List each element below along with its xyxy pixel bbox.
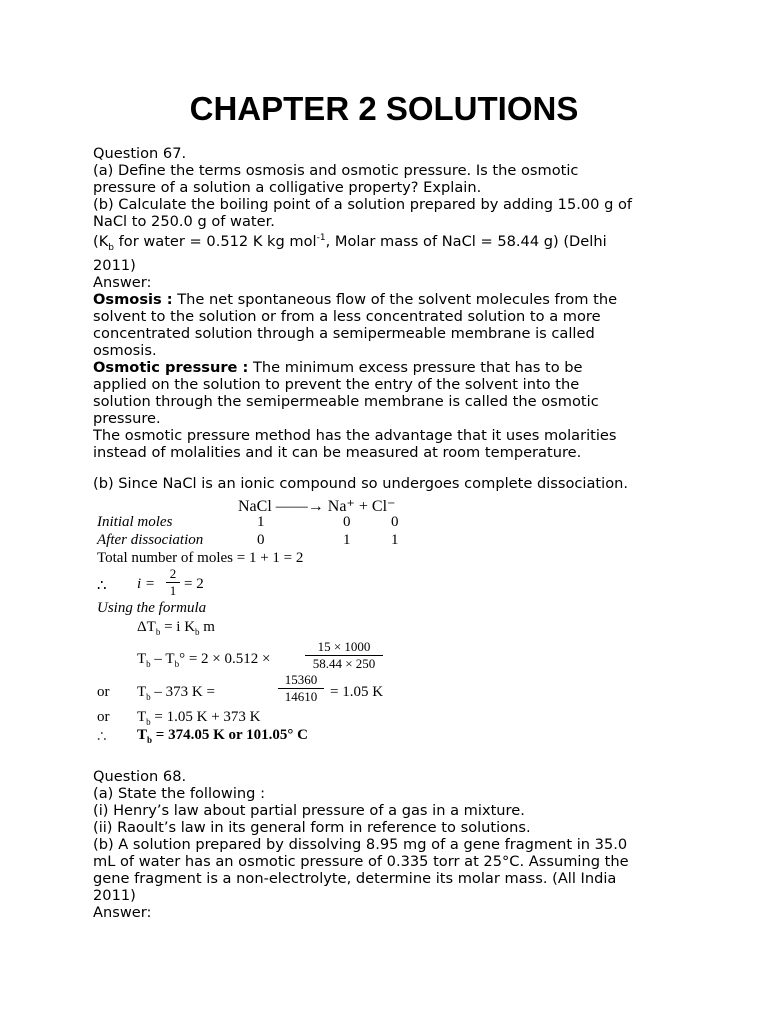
answer-text: Osmotic pressure : The minimum excess pressure that has to be [93, 358, 583, 376]
answer-text: applied on the solution to prevent the entry of the solvent into the [93, 375, 580, 393]
question-text: (b) A solution prepared by dissolving 8.95 mg of a gene fragment in 35.0 [93, 836, 628, 853]
question-text: gene fragment is a non-electrolyte, determine its molar mass. (All India [93, 870, 617, 887]
fraction: 15 × 1000 58.44 × 250 [305, 639, 383, 672]
after-dissociation-value: 0 [257, 532, 265, 548]
step-2-result: = 1.05 K [330, 684, 384, 700]
reaction-equation: NaCl ——→ Na⁺ + Cl⁻ [238, 498, 396, 515]
question-text: NaCl to 250.0 g of water. [93, 213, 275, 230]
initial-moles-value: 0 [343, 514, 351, 530]
question-text: (i) Henry’s law about partial pressure of a gas in a mixture. [93, 802, 525, 819]
using-formula-label: Using the formula [97, 600, 207, 616]
fraction: 15360 14610 [278, 672, 324, 705]
question-text: pressure of a solution a colligative property? Explain. [93, 179, 482, 196]
step-2: $T_b - 373$ K = [137, 684, 215, 702]
answer-text: concentrated solution through a semipermeable membrane is called [93, 324, 595, 342]
step-3: $T_b = 1.05$ K + 373 K [137, 709, 261, 727]
answer-text: osmosis. [93, 341, 157, 359]
question-text: (ii) Raoult’s law in its general form in reference to solutions. [93, 819, 531, 836]
solution-image [95, 494, 495, 750]
answer-b-intro [93, 475, 683, 492]
term-osmotic-pressure: Osmotic pressure : [93, 358, 249, 376]
question-text: (a) Define the terms osmosis and osmotic pressure. Is the osmotic [93, 162, 579, 179]
initial-moles-label: Initial moles [97, 514, 173, 530]
or-label: or [97, 684, 110, 700]
question-68-block [93, 768, 683, 921]
fraction: 2 1 [166, 566, 180, 599]
answer-text: instead of molalities and it can be measured at room temperature. [93, 443, 582, 461]
question-text: (b) Calculate the boiling point of a solution prepared by adding 15.00 g of [93, 196, 633, 213]
after-dissociation-value: 1 [391, 532, 399, 548]
initial-moles-value: 1 [257, 514, 265, 530]
step-1: $T_b - T_b^\circ = 2 \times 0.512$ × [137, 651, 271, 669]
vant-hoff-factor: i = [137, 576, 156, 592]
total-moles: Total number of moles = 1 + 1 = 2 [97, 550, 304, 566]
answer-text: pressure. [93, 409, 161, 427]
question-header: Question 67. [93, 145, 187, 162]
therefore-symbol: ∴ [97, 729, 107, 745]
answer-text: solvent to the solution or from a less concentrated solution to a more [93, 307, 601, 325]
question-constants: ($K_b$ for water = 0.512 K kg mol$^{-1}$, Molar mass of NaCl = 58.44 g) (Delhi [93, 232, 607, 253]
initial-moles-value: 0 [391, 514, 399, 530]
answer-text: Osmosis : The net spontaneous flow of the solvent molecules from the [93, 290, 618, 308]
answer-text: The osmotic pressure method has the advantage that it uses molarities [93, 426, 617, 444]
answer-label: Answer: [93, 273, 152, 291]
page-title: CHAPTER 2 SOLUTIONS [189, 90, 579, 127]
term-osmosis: Osmosis : [93, 290, 173, 308]
boiling-point-formula: $\Delta T_b = i$ $K_b$ m [137, 619, 215, 637]
or-label: or [97, 709, 110, 725]
answer-label: Answer: [93, 904, 152, 921]
final-answer: $T_b = 374.05$ K or 101.05° C [137, 727, 308, 745]
question-text: 2011) [93, 887, 136, 904]
vant-hoff-result: = 2 [184, 576, 204, 592]
question-text: (a) State the following : [93, 785, 265, 802]
question-header: Question 68. [93, 768, 187, 785]
answer-text: solution through the semipermeable membrane is called the osmotic [93, 392, 599, 410]
after-dissociation-value: 1 [343, 532, 351, 548]
after-dissociation-label: After dissociation [97, 532, 204, 548]
question-text: mL of water has an osmotic pressure of 0.335 torr at 25°C. Assuming the [93, 853, 629, 870]
therefore-symbol: ∴ [97, 578, 107, 594]
question-text: 2011) [93, 256, 136, 274]
question-67-block [93, 145, 683, 461]
answer-text: (b) Since NaCl is an ionic compound so undergoes complete dissociation. [93, 475, 629, 492]
